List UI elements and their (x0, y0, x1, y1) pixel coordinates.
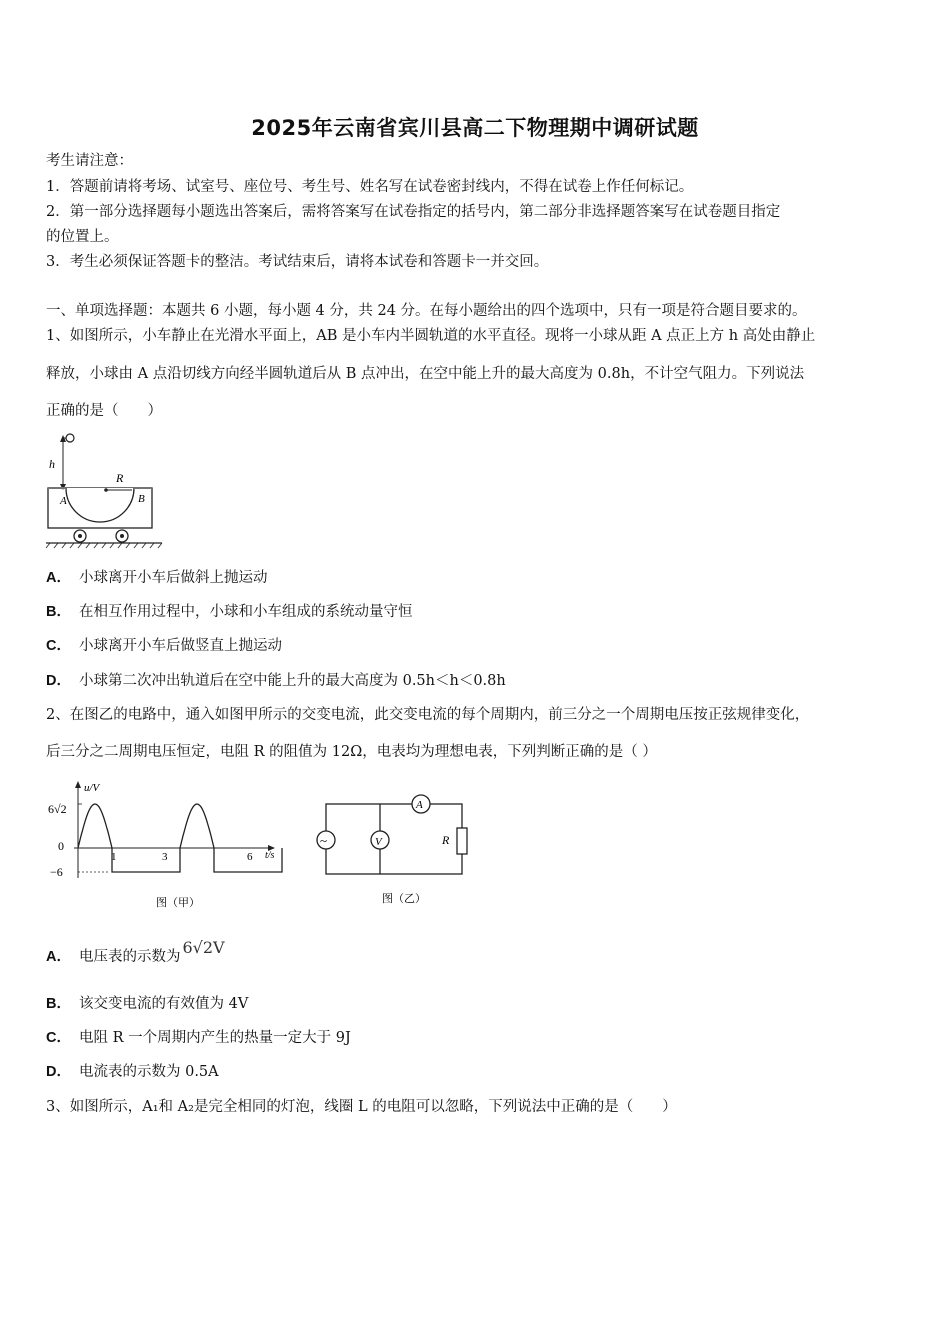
cart-track-figure (44, 430, 164, 552)
voltage-waveform-chart (44, 778, 294, 913)
notice-item: 2．第一部分选择题每小题选出答案后，需将答案写在试卷指定的括号内，第二部分非选择题答案写在试卷题目指定 (46, 204, 781, 220)
section-heading: 一、单项选择题：本题共 6 小题，每小题 4 分，共 24 分。在每小题给出的四个选项中，只有一项是符合题目要求的。 (46, 303, 807, 319)
q1-option-b: B． 在相互作用过程中，小球和小车组成的系统动量守恒 (46, 604, 413, 620)
x-tick-label: 1 (111, 851, 117, 863)
y-tick-label: −6 (50, 865, 63, 879)
notice-item: 的位置上。 (46, 229, 119, 245)
label-A: A (60, 495, 67, 507)
x-axis-label: t/s (265, 850, 275, 861)
circuit-caption: 图（乙） (382, 893, 426, 905)
y-tick-label: 0 (58, 839, 64, 853)
ac-source-symbol: ~ (320, 833, 328, 848)
notice-item: 1．答题前请将考场、试室号、座位号、考生号、姓名写在试卷密封线内，不得在试卷上作任何标记。 (46, 179, 694, 195)
question-1-line: 1、如图所示，小车静止在光滑水平面上，AB 是小车内半圆轨道的水平直径。现将一小球从距 A 点正上方 h 高处由静止 (46, 328, 816, 344)
x-tick-label: 3 (162, 851, 168, 863)
q2-option-c: C． 电阻 R 一个周期内产生的热量一定大于 9J (46, 1030, 351, 1046)
notice-item: 3．考生必须保证答题卡的整洁。考试结束后，请将本试卷和答题卡一并交回。 (46, 254, 549, 270)
question-2-line: 2、在图乙的电路中，通入如图甲所示的交变电流，此交变电流的每个周期内，前三分之一个周期电压按正弦规律变化， (46, 707, 810, 723)
ball (66, 434, 74, 442)
q1-option-a: A． 小球离开小车后做斜上抛运动 (46, 570, 268, 586)
question-1-line: 正确的是（ ） (46, 403, 162, 419)
y-tick-label: 6√2 (48, 802, 67, 816)
voltmeter-label: V (375, 836, 382, 848)
question-3-line: 3、如图所示，A₁和 A₂是完全相同的灯泡，线圈 L 的电阻可以忽略，下列说法中正确的是（ ） (46, 1099, 677, 1115)
x-tick-label: 6 (247, 851, 253, 863)
notice-heading: 考生请注意： (46, 153, 133, 169)
resistor-label: R (442, 833, 450, 847)
label-R: R (116, 471, 124, 485)
q1-option-c: C． 小球离开小车后做竖直上抛运动 (46, 638, 282, 654)
page-title: 2025年云南省宾川县高二下物理期中调研试题 (251, 116, 699, 140)
q2-option-d: D． 电流表的示数为 0.5A (46, 1064, 219, 1080)
q2-option-a: A． 电压表的示数为 6√2V (46, 938, 225, 965)
label-B: B (138, 493, 145, 505)
circuit-diagram (310, 790, 480, 910)
question-2-line: 后三分之二周期电压恒定，电阻 R 的阻值为 12Ω，电表均为理想电表，下列判断正确的是（ ） (46, 744, 657, 760)
question-1-line: 释放，小球由 A 点沿切线方向经半圆轨道后从 B 点冲出，在空中能上升的最大高度为 0.8h，不计空气阻力。下列说法 (46, 366, 805, 382)
semicircle-track (66, 488, 134, 522)
resistor (457, 828, 467, 854)
label-h: h (49, 457, 55, 471)
y-axis-label: u/V (84, 782, 100, 794)
chart-caption: 图（甲） (156, 897, 200, 909)
ammeter-label: A (416, 799, 423, 811)
q2-option-b: B． 该交变电流的有效值为 4V (46, 996, 249, 1012)
q1-option-d: D． 小球第二次冲出轨道后在空中能上升的最大高度为 0.5h＜h＜0.8h (46, 673, 506, 689)
